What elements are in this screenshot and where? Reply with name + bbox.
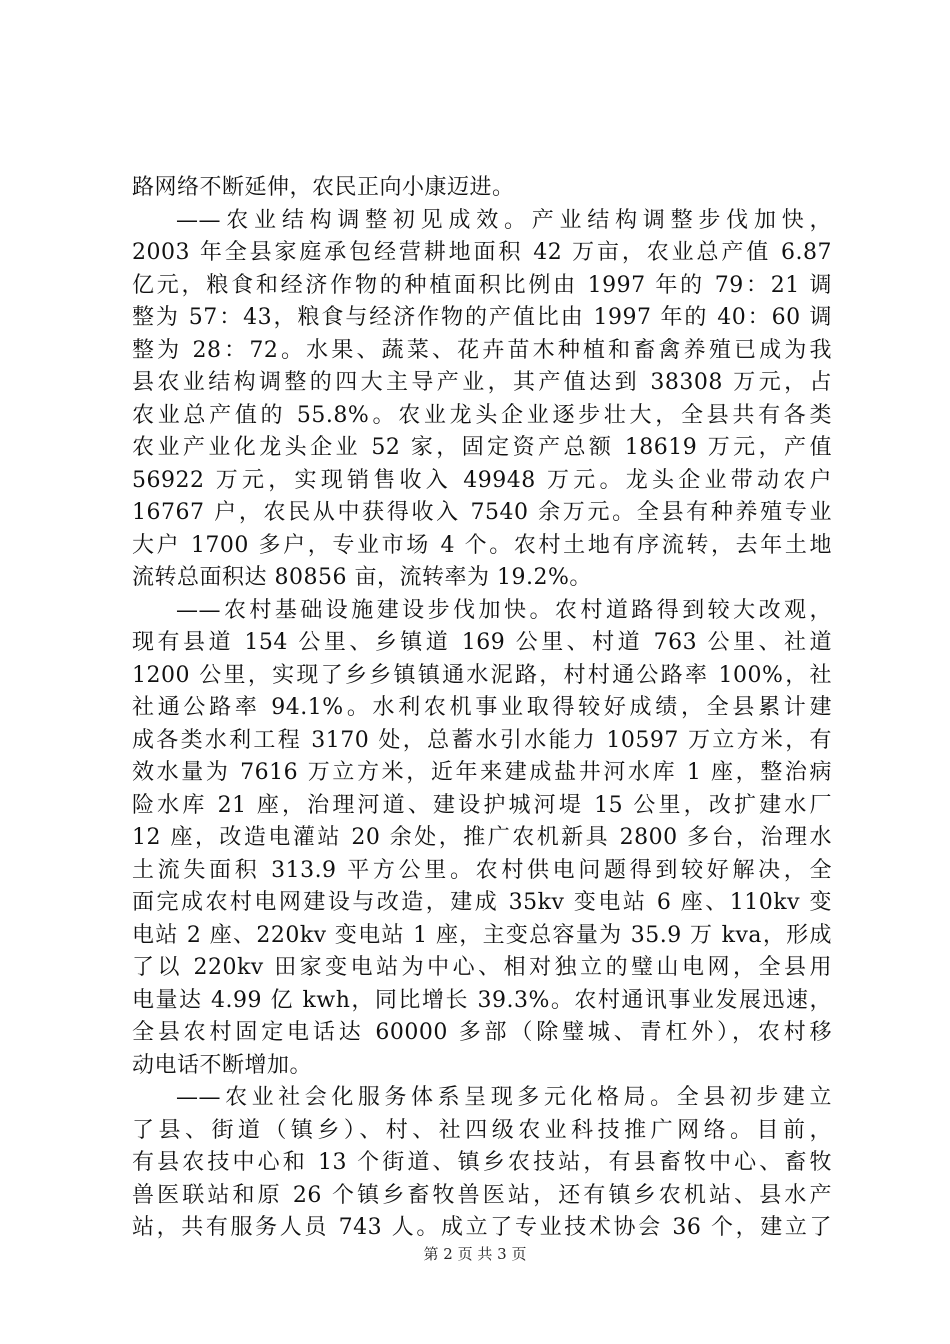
text-line: 整为 57：43，粮食与经济作物的产值比由 1997 年的 40：60 调 <box>132 305 832 330</box>
text-line: 了以 220kv 田家变电站为中心、相对独立的璧山电网，全县用 <box>132 955 832 980</box>
text-line: 农业总产值的 55.8%。农业龙头企业逐步壮大，全县共有各类 <box>132 402 832 428</box>
paragraph-first-line: ——农业结构调整初见成效。产业结构调整步伐加快， <box>176 207 832 233</box>
text-line: 土流失面积 313.9 平方公里。农村供电问题得到较好解决，全 <box>132 857 832 883</box>
text-line: 现有县道 154 公里、乡镇道 169 公里、村道 763 公里、社道 <box>132 630 832 655</box>
text-line: 站，共有服务人员 743 人。成立了专业技术协会 36 个，建立了 <box>132 1215 832 1240</box>
text-line: 县农业结构调整的四大主导产业，其产值达到 38308 万元，占 <box>132 370 832 395</box>
document-body <box>132 172 832 1245</box>
text-line: 16767 户，农民从中获得收入 7540 余万元。全县有种养殖专业 <box>132 500 832 525</box>
paragraph-first-line: ——农村基础设施建设步伐加快。农村道路得到较大改观， <box>176 597 832 623</box>
text-line: 全县农村固定电话达 60000 多部（除璧城、青杠外），农村移 <box>132 1020 832 1045</box>
text-line: 动电话不断增加。 <box>132 1052 313 1078</box>
text-line: 有县农技中心和 13 个街道、镇乡农技站，有县畜牧中心、畜牧 <box>132 1150 832 1175</box>
text-line: 兽医联站和原 26 个镇乡畜牧兽医站，还有镇乡农机站、县水产 <box>132 1182 832 1208</box>
text-line: 效水量为 7616 万立方米，近年来建成盐井河水库 1 座，整治病 <box>132 760 832 785</box>
text-line: 社通公路率 94.1%。水利农机事业取得较好成绩，全县累计建 <box>132 695 832 720</box>
text-line: 农业产业化龙头企业 52 家，固定资产总额 18619 万元，产值 <box>132 435 832 460</box>
text-line: 路网络不断延伸，农民正向小康迈进。 <box>132 175 515 200</box>
text-line: 12 座，改造电灌站 20 余处，推广农机新具 2800 多台，治理水 <box>132 825 832 850</box>
page-footer: 第 2 页 共 3 页 <box>423 1245 527 1263</box>
text-line: 1200 公里，实现了乡乡镇镇通水泥路，村村通公路率 100%，社 <box>132 662 832 688</box>
text-line: 2003 年全县家庭承包经营耕地面积 42 万亩，农业总产值 6.87 <box>132 240 832 265</box>
text-line: 整为 28：72。水果、蔬菜、花卉苗木种植和畜禽养殖已成为我 <box>132 337 832 363</box>
text-line: 56922 万元，实现销售收入 49948 万元。龙头企业带动农户 <box>132 467 832 493</box>
text-line: 面完成农村电网建设与改造，建成 35kv 变电站 6 座、110kv 变 <box>132 890 832 915</box>
text-line: 亿元，粮食和经济作物的种植面积比例由 1997 年的 79：21 调 <box>132 272 832 298</box>
text-line: 大户 1700 多户，专业市场 4 个。农村土地有序流转，去年土地 <box>132 532 832 558</box>
text-line: 流转总面积达 80856 亩，流转率为 19.2%。 <box>132 565 592 590</box>
text-line: 了县、街道（镇乡）、村、社四级农业科技推广网络。目前， <box>132 1117 832 1143</box>
text-line: 险水库 21 座，治理河道、建设护城河堤 15 公里，改扩建水厂 <box>132 792 832 818</box>
text-line: 电量达 4.99 亿 kwh，同比增长 39.3%。农村通讯事业发展迅速， <box>132 987 832 1013</box>
text-line: 电站 2 座、220kv 变电站 1 座，主变总容量为 35.9 万 kva，形成 <box>132 922 832 948</box>
text-line: 成各类水利工程 3170 处，总蓄水引水能力 10597 万立方米，有 <box>132 727 832 753</box>
paragraph-first-line: ——农业社会化服务体系呈现多元化格局。全县初步建立 <box>176 1085 832 1110</box>
